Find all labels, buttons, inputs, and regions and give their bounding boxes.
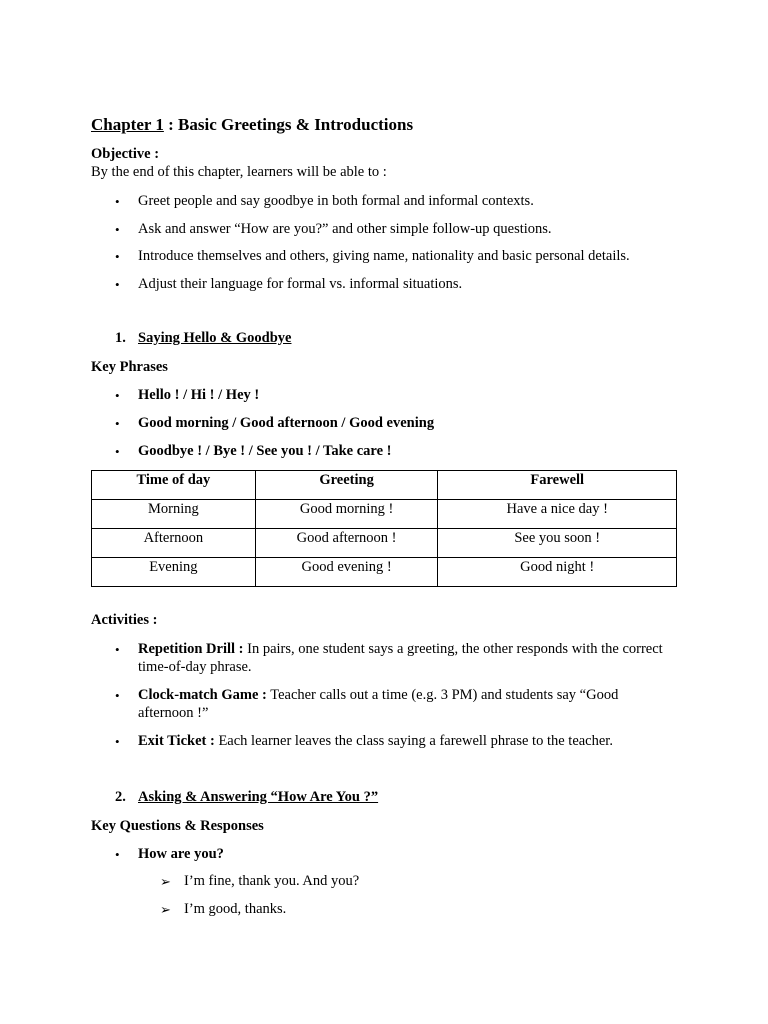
arrow-icon: ➢ bbox=[160, 902, 171, 917]
table-header-row bbox=[92, 471, 677, 500]
section-1-title: Saying Hello & Goodbye bbox=[138, 330, 292, 346]
activity-name: Repetition Drill : bbox=[138, 641, 244, 657]
chapter-title bbox=[91, 115, 413, 135]
bullet-icon: • bbox=[115, 194, 120, 209]
bullet-icon: • bbox=[115, 734, 120, 749]
key-questions-heading: Key Questions & Responses bbox=[91, 818, 264, 834]
bullet-icon: • bbox=[115, 388, 120, 403]
time-of-day-table bbox=[91, 470, 677, 587]
bullet-icon: • bbox=[115, 642, 120, 657]
activity-name: Clock-match Game : bbox=[138, 687, 267, 703]
key-phrase: Hello ! / Hi ! / Hey ! bbox=[138, 387, 260, 403]
table-cell: Good evening ! bbox=[255, 558, 438, 587]
bullet-icon: • bbox=[115, 222, 120, 237]
bullet-icon: • bbox=[115, 444, 120, 459]
key-phrases-heading: Key Phrases bbox=[91, 359, 168, 375]
objective-item: Greet people and say goodbye in both formal and informal contexts. bbox=[138, 193, 534, 209]
objective-intro: By the end of this chapter, learners will be able to : bbox=[91, 164, 387, 180]
table-cell: See you soon ! bbox=[438, 529, 677, 558]
key-question: How are you? bbox=[138, 846, 224, 862]
table-row bbox=[92, 558, 677, 587]
table-cell: Have a nice day ! bbox=[438, 500, 677, 529]
section-2-title: Asking & Answering “How Are You ?” bbox=[138, 789, 379, 805]
key-phrase: Good morning / Good afternoon / Good evening bbox=[138, 415, 435, 431]
table-cell: Good morning ! bbox=[255, 500, 438, 529]
table-cell: Afternoon bbox=[92, 529, 256, 558]
activity-text: Teacher calls out a time (e.g. 3 PM) and students say “Good afternoon !” bbox=[138, 687, 619, 721]
objective-item: Introduce themselves and others, giving name, nationality and basic personal details. bbox=[138, 248, 630, 264]
section-2-number: 2. bbox=[115, 789, 126, 805]
bullet-icon: • bbox=[115, 688, 120, 703]
activity-text: In pairs, one student says a greeting, the other responds with the correct time-of-day phrase. bbox=[138, 641, 663, 675]
bullet-icon: • bbox=[115, 277, 120, 292]
table-cell: Morning bbox=[92, 500, 256, 529]
arrow-icon: ➢ bbox=[160, 874, 171, 889]
bullet-icon: • bbox=[115, 249, 120, 264]
key-phrase: Goodbye ! / Bye ! / See you ! / Take care ! bbox=[138, 443, 392, 459]
bullet-icon: • bbox=[115, 416, 120, 431]
table-header: Greeting bbox=[255, 471, 438, 500]
table-row bbox=[92, 529, 677, 558]
objective-item: Ask and answer “How are you?” and other simple follow-up questions. bbox=[138, 221, 552, 237]
response-item: I’m good, thanks. bbox=[184, 901, 287, 917]
bullet-icon: • bbox=[115, 847, 120, 862]
table-row bbox=[92, 500, 677, 529]
activity-item bbox=[138, 640, 678, 676]
activity-text: Each learner leaves the class saying a farewell phrase to the teacher. bbox=[214, 733, 613, 749]
table-header: Farewell bbox=[438, 471, 677, 500]
table-cell: Good night ! bbox=[438, 558, 677, 587]
activity-item bbox=[138, 686, 668, 722]
activities-heading: Activities : bbox=[91, 612, 158, 628]
activity-item bbox=[138, 732, 698, 750]
chapter-label: Chapter 1 bbox=[91, 115, 164, 134]
activity-name: Exit Ticket : bbox=[138, 733, 215, 749]
objective-heading: Objective : bbox=[91, 146, 160, 162]
response-item: I’m fine, thank you. And you? bbox=[184, 873, 360, 889]
chapter-heading: : Basic Greetings & Introductions bbox=[168, 115, 414, 134]
objective-item: Adjust their language for formal vs. informal situations. bbox=[138, 276, 463, 292]
section-1-number: 1. bbox=[115, 330, 126, 346]
table-cell: Evening bbox=[92, 558, 256, 587]
table-cell: Good afternoon ! bbox=[255, 529, 438, 558]
table-header: Time of day bbox=[92, 471, 256, 500]
